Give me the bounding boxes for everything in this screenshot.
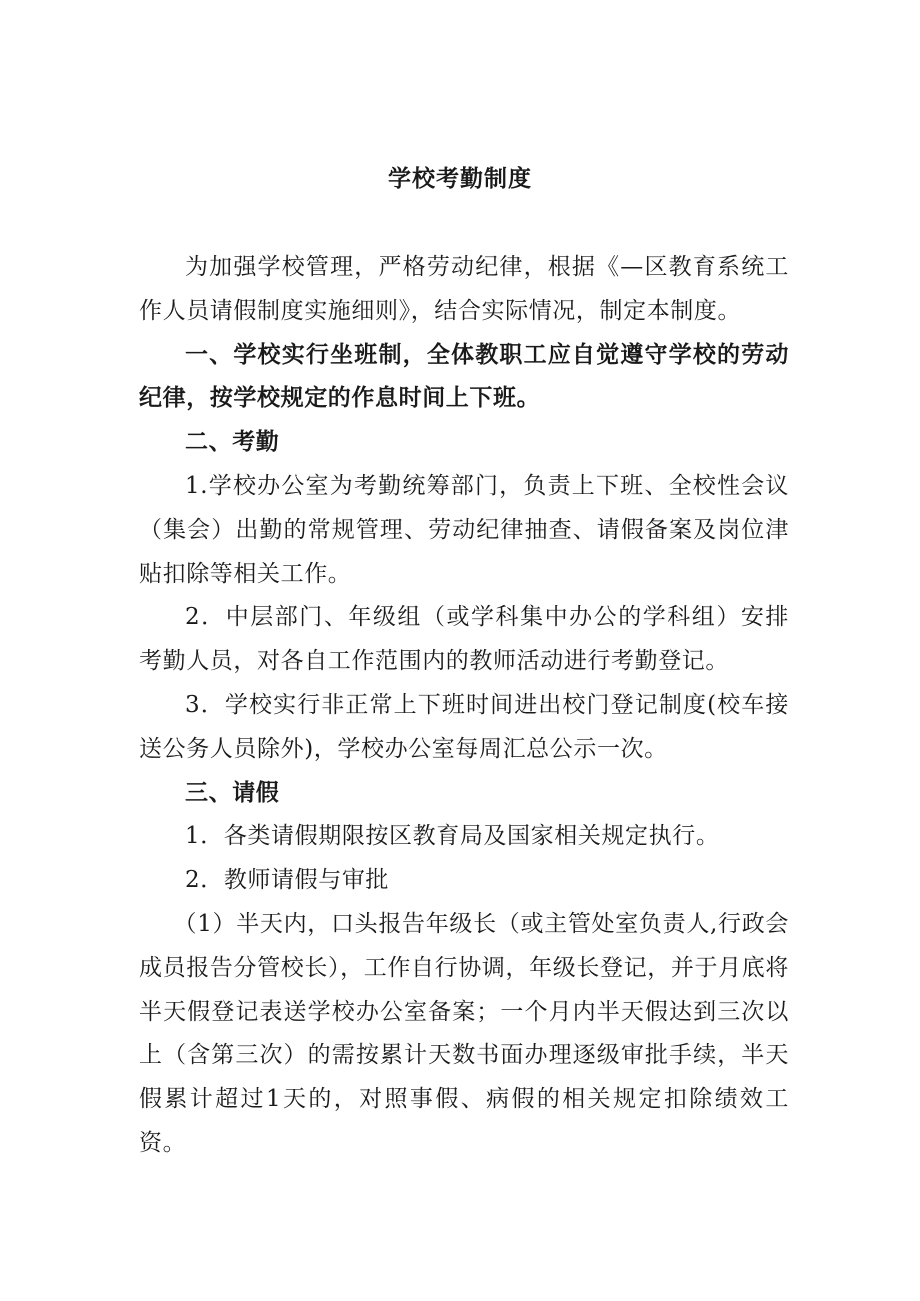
document-title: 学校考勤制度 [388,166,532,192]
intro-paragraph: 为加强学校管理，严格劳动纪律，根据《—区教育系统工作人员请假制度实施细则》，结合实际情况，制定本制度。 [139,254,789,324]
document-body [139,246,789,1166]
section-3-item-2: 2．教师请假与审批 [185,867,390,894]
section-2-item-1: 1.学校办公室为考勤统筹部门，负责上下班、全校性会议（集会）出勤的常规管理、劳动纪律抽查、请假备案及岗位津贴扣除等相关工作。 [139,472,789,587]
section-3-item-2-sub-1: （1）半天内，口头报告年级长（或主管处室负责人,行政会成员报告分管校长），工作自行协调，年级长登记，并于月底将半天假登记表送学校办公室备案；一个月内半天假达到三次以上（含第三次）的需按累计天数书面办理逐级审批手续，半天假累计超过1天的，对照事假、病假的相关规定扣除绩效工资。 [139,910,789,1156]
section-2-item-2: 2．中层部门、年级组（或学科集中办公的学科组）安排考勤人员，对各自工作范围内的教师活动进行考勤登记。 [139,604,789,675]
section-2-item-3: 3．学校实行非正常上下班时间进出校门登记制度(校车接送公务人员除外)，学校办公室每周汇总公示一次。 [139,691,789,762]
section-3-heading: 三、请假 [185,779,280,806]
section-1-heading: 一、学校实行坐班制，全体教职工应自觉遵守学校的劳动纪律，按学校规定的作息时间上下班。 [139,341,789,412]
section-3-item-1: 1．各类请假期限按区教育局及国家相关规定执行。 [185,823,720,850]
section-2-heading: 二、考勤 [185,429,280,456]
